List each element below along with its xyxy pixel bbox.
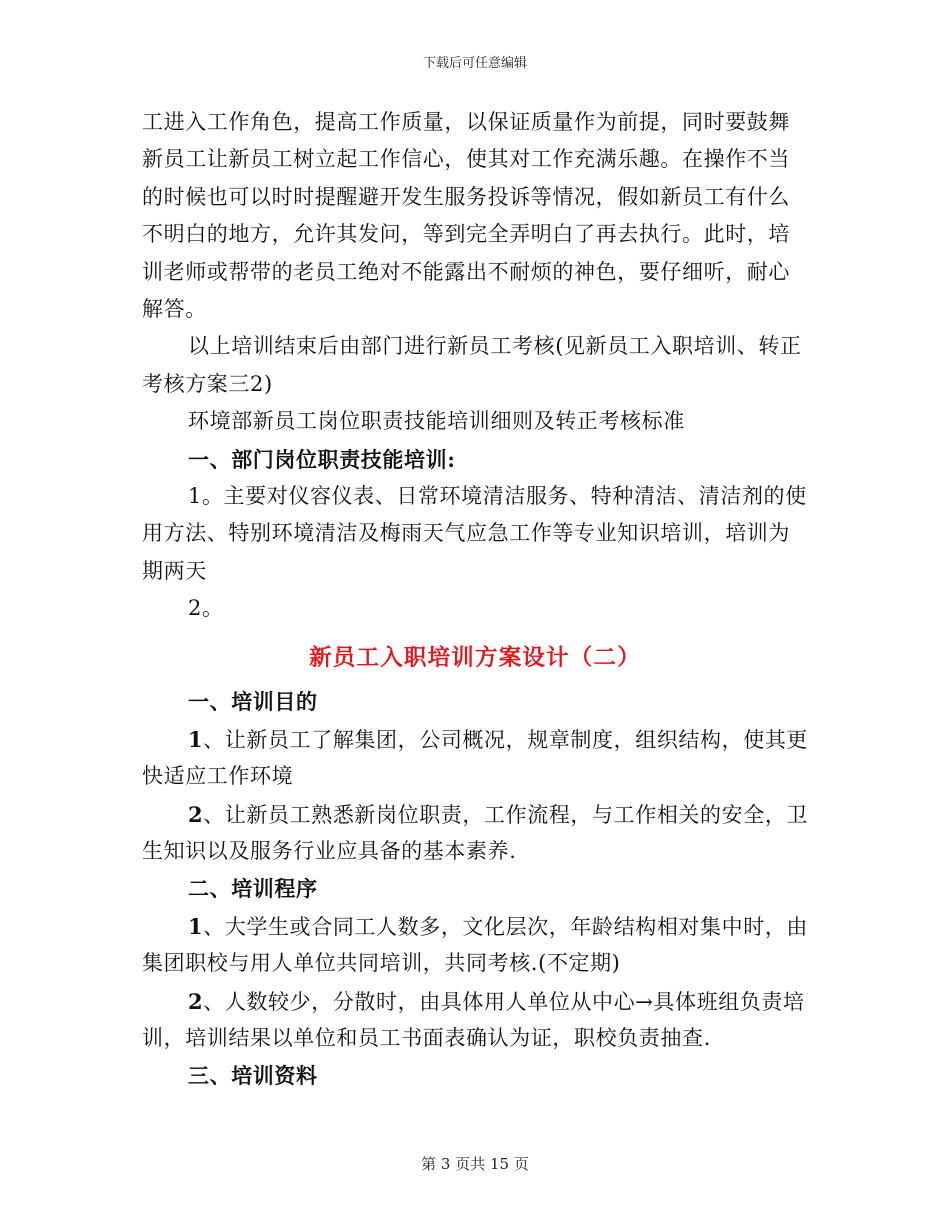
- paragraph-line: 训老师或帮带的老员工绝对不能露出不耐烦的神色，要仔细听，耐心: [142, 259, 790, 284]
- list-text: 、让新员工了解集团，公司概况，规章制度，组织结构，使其更: [203, 727, 808, 752]
- document-body: [142, 104, 808, 1095]
- paragraph-line: 训，培训结果以单位和员工书面表确认为证，职校负责抽查.: [142, 1025, 711, 1050]
- list-number: 1: [188, 726, 204, 752]
- paragraph-line: 考核方案三2): [142, 371, 273, 396]
- paragraph-line: 快适应工作环境: [142, 764, 294, 789]
- document-title: 新员工入职培训方案设计（二）: [309, 645, 641, 672]
- section-heading: 二、培训程序: [188, 876, 318, 902]
- list-item: [142, 721, 808, 758]
- paragraph-line: 环境部新员工岗位职责技能培训细则及转正考核标准: [188, 409, 685, 434]
- list-text: 、大学生或合同工人数多，文化层次，年龄结构相对集中时，由: [203, 914, 808, 939]
- paragraph-line: 生知识以及服务行业应具备的基本素养.: [142, 839, 517, 864]
- paragraph-line: 解答。: [142, 296, 207, 321]
- paragraph-line: 期两天: [142, 558, 207, 583]
- list-text: 、人数较少，分散时，由具体用人单位从中心→具体班组负责培: [203, 989, 805, 1014]
- section-heading: 三、培训资料: [188, 1063, 318, 1089]
- page-footer-number: 第 3 页共 15 页: [421, 1155, 529, 1173]
- list-item: [142, 908, 808, 945]
- paragraph-line: 新员工让新员工树立起工作信心，使其对工作充满乐趣。在操作不当: [142, 147, 790, 172]
- paragraph-line: 集团职校与用人单位共同培训，共同考核.(不定期): [142, 951, 621, 976]
- list-number: 1: [188, 913, 204, 939]
- paragraph-line: 工进入工作角色，提高工作质量，以保证质量作为前提，同时要鼓舞: [142, 110, 790, 134]
- paragraph-line: 不明白的地方，允许其发问，等到完全弄明白了再去执行。此时，培: [142, 222, 790, 247]
- list-number: 2: [188, 988, 204, 1014]
- paragraph-line: 2。: [188, 596, 224, 621]
- list-text: 、让新员工熟悉新岗位职责，工作流程，与工作相关的安全，卫: [203, 802, 808, 827]
- paragraph-line: 的时候也可以时时提醒避开发生服务投诉等情况，假如新员工有什么: [142, 184, 790, 209]
- paragraph-line: 1。主要对仪容仪表、日常环境清洁服务、特种清洁、清洁剂的使: [188, 483, 807, 508]
- list-item: [142, 796, 808, 833]
- page-header-note: 下载后可任意编辑: [422, 56, 527, 71]
- section-heading: 一、培训目的: [188, 689, 318, 715]
- list-number: 2: [188, 801, 204, 827]
- section-heading: 一、部门岗位职责技能培训:: [188, 446, 456, 472]
- paragraph-line: 用方法、特别环境清洁及梅雨天气应急工作等专业知识培训，培训为: [142, 521, 790, 546]
- paragraph-line: 以上培训结束后由部门进行新员工考核(见新员工入职培训、转正: [188, 334, 802, 359]
- list-item: [142, 983, 808, 1020]
